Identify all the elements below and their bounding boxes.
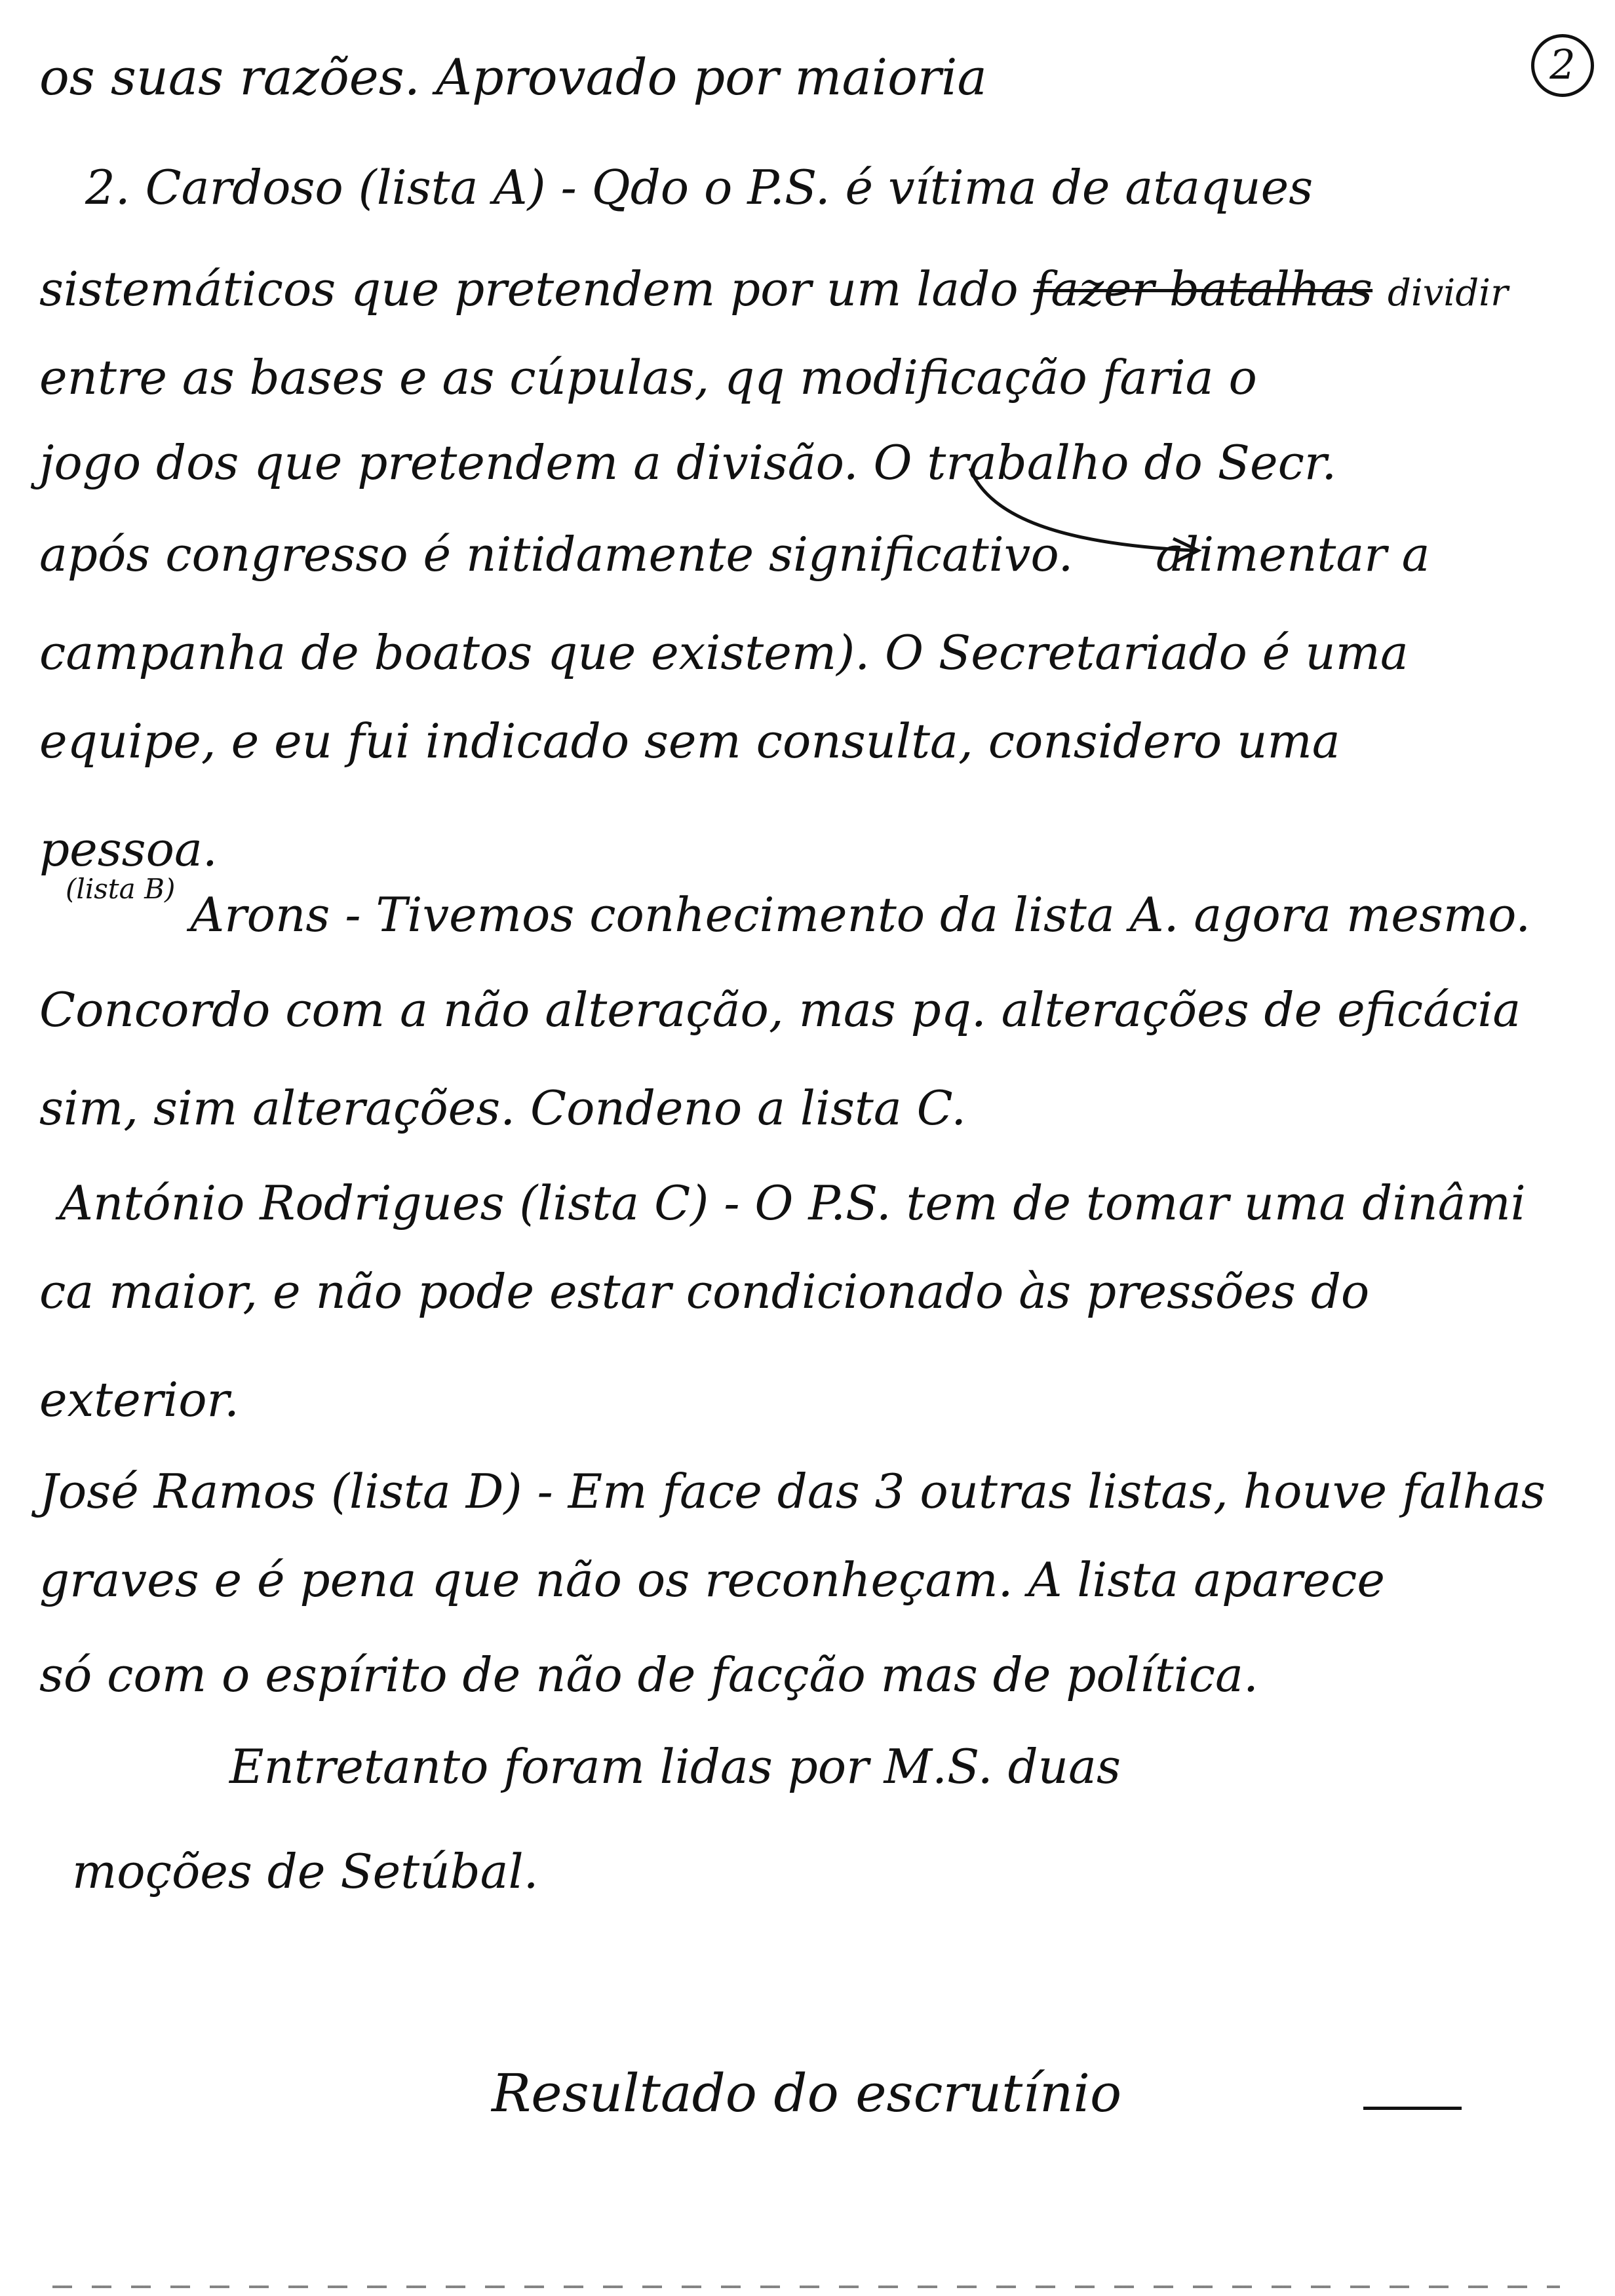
text-line-16: José Ramos (lista D) - Em face das 3 outras listas, houve falhas xyxy=(39,1464,1546,1519)
text-line-14: ca maior, e não pode estar condicionado às pressões do xyxy=(39,1264,1370,1319)
scan-edge-artifact xyxy=(52,2286,1560,2288)
text-line-12: sim, sim alterações. Condeno a lista C. xyxy=(39,1081,967,1136)
text-line-19: Entretanto foram lidas por M.S. duas xyxy=(229,1739,1121,1794)
text-line-15: exterior. xyxy=(39,1372,239,1427)
trailing-dash xyxy=(1363,2107,1462,2110)
text-line-6 xyxy=(39,527,1430,582)
text-line-3-start: sistemáticos que pretendem por um lado xyxy=(39,261,1019,316)
text-line-3 xyxy=(39,261,1508,316)
text-line-9: pessoa. xyxy=(39,822,218,877)
inserted-word: dividir xyxy=(1388,272,1508,315)
text-line-10-body: Arons - Tivemos conhecimento da lista A. agora mesmo. xyxy=(190,887,1531,942)
text-line-6-insert: alimentar a xyxy=(1156,527,1430,582)
text-line-7: campanha de boatos que existem). O Secretariado é uma xyxy=(39,625,1409,680)
text-line-2: 2. Cardoso (lista A) - Qdo o P.S. é vítima de ataques xyxy=(85,160,1313,215)
text-line-10 xyxy=(66,873,1531,942)
text-line-21: Resultado do escrutínio xyxy=(492,2063,1122,2124)
text-line-5: jogo dos que pretendem a divisão. O trabalho do Secr. xyxy=(39,435,1337,490)
text-line-4: entre as bases e as cúpulas, qq modificação faria o xyxy=(39,350,1257,405)
text-line-6-start: após congresso é nitidamente significativo. xyxy=(39,527,1074,582)
text-line-13: António Rodrigues (lista C) - O P.S. tem de tomar uma dinâmi xyxy=(59,1176,1526,1231)
page-number: 2 xyxy=(1531,34,1594,97)
text-line-1: os suas razões. Aprovado por maioria xyxy=(39,48,987,106)
text-line-17: graves e é pena que não os reconheçam. A lista aparece xyxy=(39,1552,1385,1607)
text-line-8: equipe, e eu fui indicado sem consulta, considero uma xyxy=(39,714,1340,769)
text-line-20: moções de Setúbal. xyxy=(72,1844,539,1899)
superscript-note: (lista B) xyxy=(66,873,176,905)
text-line-11: Concordo com a não alteração, mas pq. alterações de eficácia xyxy=(39,982,1521,1037)
text-line-18: só com o espírito de não de facção mas de política. xyxy=(39,1647,1258,1702)
struck-out-text: fazer batalhas xyxy=(1033,261,1373,316)
